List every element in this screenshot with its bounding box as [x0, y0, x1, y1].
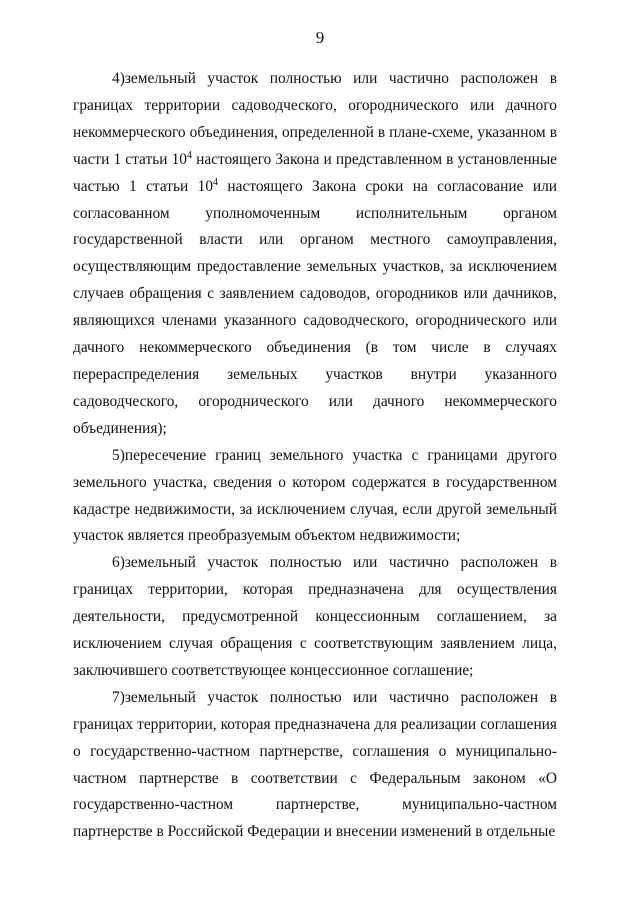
list-item-6 — [73, 550, 557, 685]
item-text: земельный участок полностью или частично расположен в границах территории, которая предназначена для осуществления деятельности, предусмотренной концессионным соглашением, за исключением случая обращения с соответствующим заявлением лица, заключившего соответствующее концессионное соглашение; — [73, 554, 557, 679]
item-number: 7) — [112, 688, 125, 706]
document-body — [73, 66, 557, 846]
item-text: настоящего Закона сроки на согласование или согласованном уполномоченным исполнительным органом государственной власти или органом местного самоуправления, осуществляющим предоставление земельных участков, за исключением случаев обращения с заявлением садоводов, огородников или дачников, являющихся членами указанного садоводческого, огороднического или дачного некоммерческого объединения (в том числе в случаях перераспределения земельных участков внутри указанного садоводческого, огороднического или дачного некоммерческого объединения); — [73, 177, 557, 437]
item-text: земельный участок полностью или частично расположен в границах территории садоводческого, огороднического или дачного некоммерческого объединения, определенной в плане-схеме, указанном в части 1 статьи 10 — [73, 70, 557, 168]
list-item-4 — [73, 66, 557, 443]
list-item-5 — [73, 443, 557, 551]
superscript: 4 — [213, 176, 219, 188]
list-item-7 — [73, 685, 557, 846]
page-number: 9 — [315, 28, 325, 47]
item-number: 5) — [112, 446, 125, 464]
superscript: 4 — [186, 149, 192, 161]
item-text: земельный участок полностью или частично расположен в границах территории, которая предназначена для реализации соглашения о государственно-частном партнерстве, соглашения о муниципально-частном партнерстве в соответствии с Федеральным законом «О государственно-частном партнерстве, муниципально-частном партнерстве в Российской Федерации и внесении изменений в отдельные — [73, 688, 557, 841]
item-number: 4) — [112, 70, 125, 87]
item-text: пересечение границ земельного участка с границами другого земельного участка, сведения о котором содержатся в государственном кадастре недвижимости, за исключением случая, если другой земельный участок является преобразуемым объектом недвижимости; — [73, 446, 557, 545]
item-text: настоящего Закона и представленном в установленные частью 1 статьи 10 — [73, 150, 557, 195]
item-number: 6) — [112, 554, 125, 572]
